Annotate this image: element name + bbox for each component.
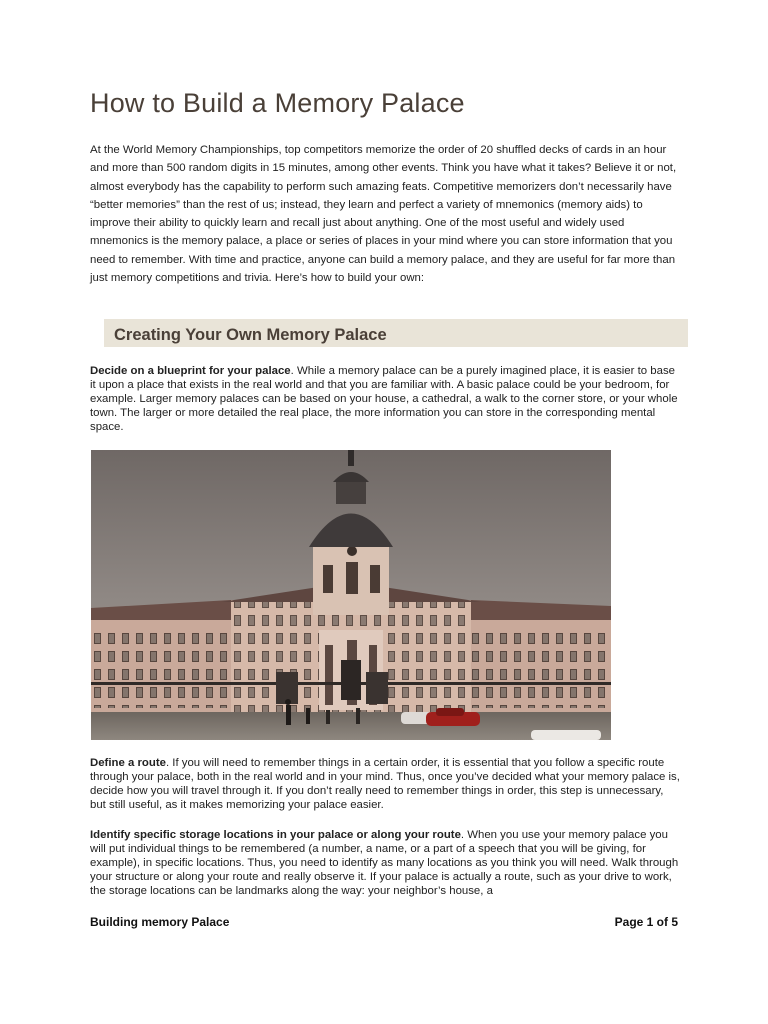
step-body-route: . If you will need to remember things in a certain order, it is essential that you follow a specific route through your palace, both in the real world and in your mind. Thus, once you’ve decided what your memory palace is, decide how you will travel through it. If you don’t really need to remember things in order, this step is unnecessary, but still useful, as it makes memorizing your palace easier. bbox=[90, 757, 680, 811]
palace-photo bbox=[91, 450, 611, 740]
step-paragraph-storage bbox=[90, 828, 680, 898]
step-paragraph-blueprint bbox=[90, 364, 680, 434]
section-heading-band bbox=[96, 319, 688, 347]
footer-title: Building memory Palace bbox=[90, 915, 230, 929]
page-title: How to Build a Memory Palace bbox=[90, 88, 465, 118]
intro-paragraph: At the World Memory Championships, top competitors memorize the order of 20 shuffled decks of cards in an hour and more than 500 random digits in 15 minutes, among other events. Think you have what it takes? Believe it or not, almost everybody has the capability to perform such amazing feats. Competitive memorizers don’t necessarily have “better memories” than the rest of us; instead, they learn and perfect a variety of mnemonics (memory aids) to improve their ability to quickly learn and recall just about anything. One of the most useful and widely used mnemonics is the memory palace, a place or series of places in your mind where you can store information that you need to remember. With time and practice, anyone can build a memory palace, and they are useful for far more than just memory competitions and trivia. Here’s how to build your own: bbox=[90, 144, 677, 285]
step-lead-blueprint: Decide on a blueprint for your palace bbox=[90, 365, 291, 377]
section-heading: Creating Your Own Memory Palace bbox=[114, 326, 387, 344]
step-paragraph-route bbox=[90, 756, 680, 812]
step-lead-route: Define a route bbox=[90, 757, 166, 769]
page-number: Page 1 of 5 bbox=[614, 915, 678, 929]
step-lead-storage: Identify specific storage locations in your palace or along your route bbox=[90, 829, 461, 841]
step-body-blueprint: . While a memory palace can be a purely imagined place, it is easier to base it upon a place that exists in the real world and that you are familiar with. A basic palace could be your bedroom, for example. Larger memory palaces can be based on your house, a cathedral, a walk to the corner store, or your whole town. The larger or more detailed the real place, the more information you can store in the corresponding mental space. bbox=[90, 365, 678, 433]
step-body-storage: . When you use your memory palace you will put individual things to be remembered (a number, a name, or a part of a speech that you will be giving, for example), in specific locations. Thus, you need to identify as many locations as you think you will need. Walk through your structure or along your route and really observe it. If your palace is actually a route, such as your drive to work, the storage locations can be landmarks along the way: your neighbor’s house, a bbox=[90, 829, 679, 897]
